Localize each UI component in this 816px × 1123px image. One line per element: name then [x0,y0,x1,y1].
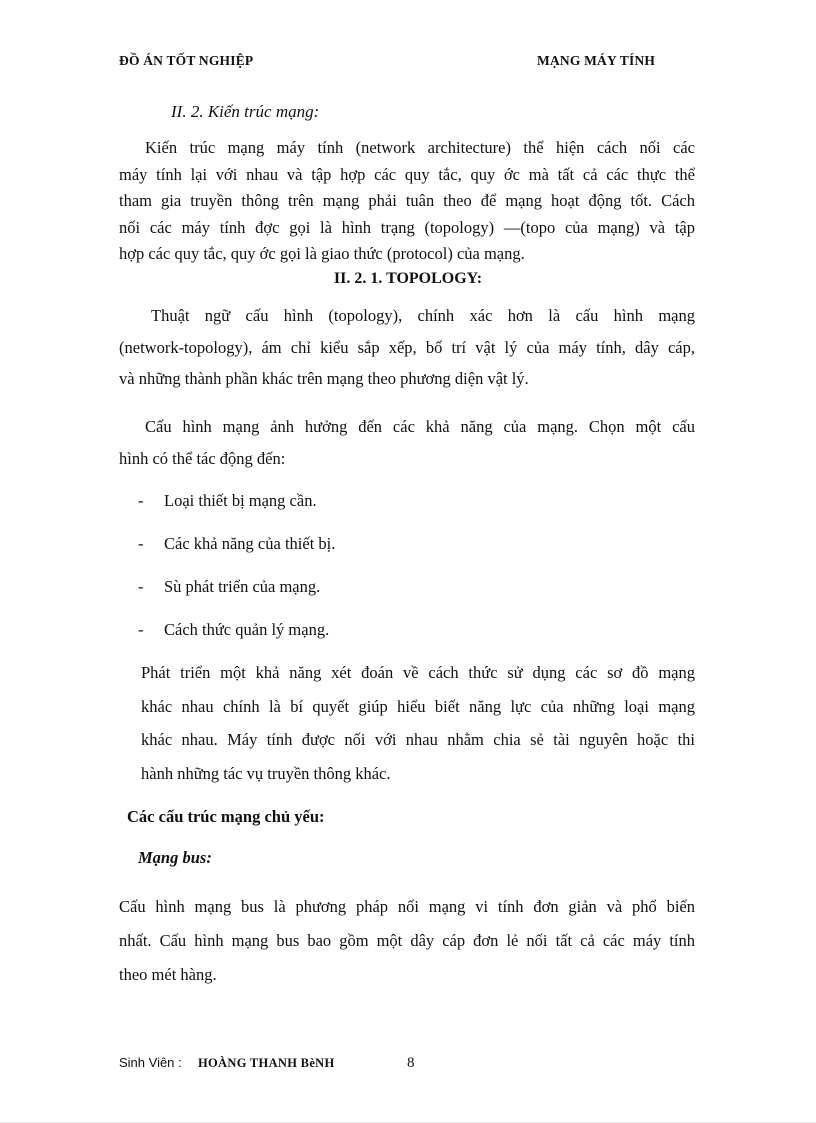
heading-main-structures: Các cấu trúc mạng chủ yếu: [127,807,325,826]
list-item-text: Cách thức quản lý mạng. [164,620,330,639]
paragraph-line: hình có thể tác động đến: [119,448,286,468]
paragraph-line: tham gia truyền thông trên mạng phải tuân theo để mạng hoạt động tốt. Cách [119,191,695,210]
paragraph-line: Thuật ngữ cấu hình (topology), chính xác hơn là cấu hình mạng [151,306,695,325]
bullet-dash: - [138,620,144,639]
paragraph-topology-impact [119,411,695,474]
page-number: 8 [407,1055,415,1071]
heading-bus-network: Mạng bus: [138,848,212,867]
paragraph-line: (network-topology), ám chỉ kiểu sắp xếp, bố trí vật lý của máy tính, dây cáp, [119,337,695,357]
header-left-title: ĐỒ ÁN TỐT NGHIỆP [119,53,254,68]
list-item [138,577,320,597]
paragraph-line: máy tính lại với nhau và tập hợp các quy tắc, quy ớc mà tất cả các thực thể [119,164,695,184]
footer-student-label: Sinh Viên : [119,1055,182,1070]
paragraph-line: nối các máy tính đợc gọi là hình trạng (topology) —(topo của mạng) và tập [119,217,695,237]
section-title: II. 2. Kiến trúc mạng: [171,102,320,121]
paragraph-line: nhất. Cấu hình mạng bus bao gồm một dây cáp đơn lẻ nối tất cả các máy tính [119,931,695,950]
list-item [138,491,317,511]
paragraph-line: theo mét hàng. [119,965,217,984]
list-item [138,534,335,554]
list-item-text: Sù phát triển của mạng. [164,577,321,596]
paragraph-line: khác nhau chính là bí quyết giúp hiểu biết năng lực của những loại mạng [141,696,695,716]
list-item-text: Loại thiết bị mạng cần. [164,491,317,510]
bullet-dash: - [138,491,144,510]
paragraph-topology-definition [119,300,695,395]
header-right-title: MẠNG MÁY TÍNH [537,53,656,68]
paragraph-line: Cấu hình mạng ảnh hưởng đến các khả năng của mạng. Chọn một cấu [145,417,695,436]
paragraph-line: Cấu hình mạng bus là phương pháp nối mạng vi tính đơn giản và phổ biến [119,897,695,916]
paragraph-network-architecture [119,135,695,268]
list-item [138,620,329,640]
paragraph-line: hợp các quy tắc, quy ớc gọi là giao thức (protocol) của mạng. [119,244,525,263]
paragraph-line: khác nhau. Máy tính được nối với nhau nhằm chia sẻ tài nguyên hoặc thi [141,730,695,749]
bullet-dash: - [138,534,144,553]
paragraph-network-diagrams [119,656,695,790]
paragraph-bus-network [119,890,695,992]
subsection-title-topology: II. 2. 1. TOPOLOGY: [333,270,483,287]
paragraph-line: Kiến trúc mạng máy tính (network architecture) thể hiện cách nối các [145,138,695,157]
footer-student-name: HOÀNG THANH BèNH [198,1056,335,1070]
paragraph-line: hành những tác vụ truyền thông khác. [141,763,391,783]
list-item-text: Các khả năng của thiết bị. [164,534,336,553]
bullet-dash: - [138,577,144,596]
paragraph-line: và những thành phần khác trên mạng theo phương diện vật lý. [119,369,529,388]
paragraph-line: Phát triển một khả năng xét đoán về cách thức sử dụng các sơ đồ mạng [141,663,695,682]
